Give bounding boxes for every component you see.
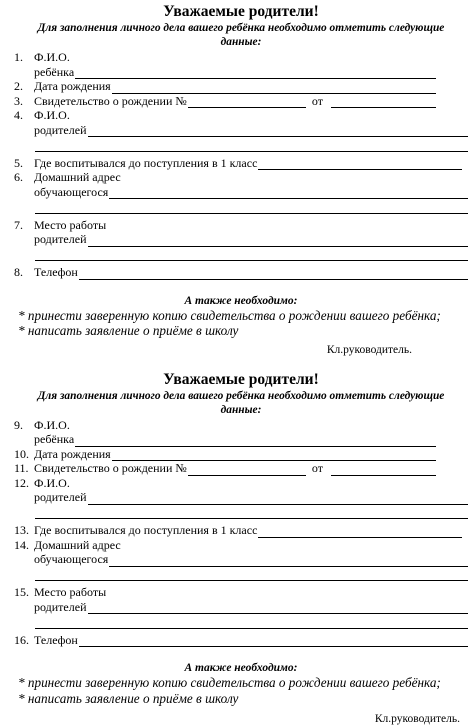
form-fields <box>14 418 468 648</box>
field-parents-name <box>14 108 468 123</box>
previous-place-blank[interactable] <box>258 526 462 538</box>
field-previous-place <box>14 523 468 538</box>
field-label: Где воспитывался до поступления в 1 класс <box>34 156 257 171</box>
field-phone <box>14 633 468 648</box>
field-label: Ф.И.О. <box>34 418 70 433</box>
item-number: 16. <box>14 633 34 648</box>
signature: Кл.руководитель. <box>14 712 468 726</box>
field-label: Место работы <box>34 218 106 233</box>
field-parents-name-extra <box>14 505 468 520</box>
item-number: 3. <box>14 94 34 109</box>
note-certificate-copy: * принести заверенную копию свидетельства о рождении вашего ребёнка; <box>14 308 468 324</box>
item-number: 9. <box>14 418 34 433</box>
field-label: Дата рождения <box>34 447 111 462</box>
item-number: 11. <box>14 461 34 476</box>
field-label-from: от <box>312 461 323 476</box>
parents-name-blank[interactable] <box>88 125 469 137</box>
form-title: Уважаемые родители! <box>14 3 468 21</box>
field-child-name <box>14 50 468 65</box>
item-number: 7. <box>14 218 34 233</box>
field-label: Ф.И.О. <box>34 50 70 65</box>
field-home-address-extra <box>14 567 468 582</box>
child-name-blank[interactable] <box>75 67 436 79</box>
home-address-blank[interactable] <box>109 555 468 567</box>
field-label: обучающегося <box>34 185 108 200</box>
form-subtitle: Для заполнения личного дела вашего ребёнка необходимо отметить следующие данные: <box>14 389 468 417</box>
home-address-blank-2[interactable] <box>35 202 468 214</box>
work-place-blank-2[interactable] <box>35 249 468 261</box>
note-certificate-copy: * принести заверенную копию свидетельства о рождении вашего ребёнка; <box>14 675 468 691</box>
form-fields <box>14 50 468 280</box>
field-label: обучающегося <box>34 552 108 567</box>
also-required-title: А также необходимо: <box>14 661 468 675</box>
field-phone <box>14 265 468 280</box>
parents-name-blank[interactable] <box>88 493 469 505</box>
also-required-title: А также необходимо: <box>14 294 468 308</box>
item-number: 1. <box>14 50 34 65</box>
field-birth-date <box>14 447 468 462</box>
item-number: 12. <box>14 476 34 491</box>
field-previous-place <box>14 156 468 171</box>
field-birth-certificate <box>14 461 468 476</box>
field-label: Место работы <box>34 585 106 600</box>
birth-date-blank[interactable] <box>112 449 436 461</box>
note-application: * написать заявление о приёме в школу <box>14 323 468 339</box>
home-address-blank-2[interactable] <box>35 569 468 581</box>
field-parents-name-extra <box>14 137 468 152</box>
field-work-place-extra <box>14 614 468 629</box>
field-birth-certificate <box>14 94 468 109</box>
field-work-place-line <box>14 600 468 615</box>
parents-name-blank-2[interactable] <box>35 140 468 152</box>
item-number: 13. <box>14 523 34 538</box>
field-parents-name <box>14 476 468 491</box>
field-work-place <box>14 585 468 600</box>
field-label: Дата рождения <box>34 79 111 94</box>
field-label: Где воспитывался до поступления в 1 класс <box>34 523 257 538</box>
field-label: Ф.И.О. <box>34 476 70 491</box>
note-application: * написать заявление о приёме в школу <box>14 691 468 707</box>
form-subtitle: Для заполнения личного дела вашего ребёнка необходимо отметить следующие данные: <box>14 21 468 49</box>
phone-blank[interactable] <box>79 635 468 647</box>
signature: Кл.руководитель. <box>14 343 468 357</box>
certificate-number-blank[interactable] <box>188 464 306 476</box>
field-label: родителей <box>34 490 87 505</box>
field-label: Домашний адрес <box>34 538 121 553</box>
item-number: 6. <box>14 170 34 185</box>
field-work-place <box>14 218 468 233</box>
work-place-blank[interactable] <box>88 602 469 614</box>
field-child-name-line <box>14 65 468 80</box>
field-child-name-line <box>14 432 468 447</box>
child-name-blank[interactable] <box>75 435 436 447</box>
field-home-address-line <box>14 185 468 200</box>
item-number: 8. <box>14 265 34 280</box>
field-label: Ф.И.О. <box>34 108 70 123</box>
home-address-blank[interactable] <box>109 187 468 199</box>
field-work-place-extra <box>14 247 468 262</box>
item-number: 14. <box>14 538 34 553</box>
item-number: 15. <box>14 585 34 600</box>
field-label: Телефон <box>34 633 78 648</box>
field-work-place-line <box>14 232 468 247</box>
field-home-address <box>14 538 468 553</box>
field-child-name <box>14 418 468 433</box>
field-label: Домашний адрес <box>34 170 121 185</box>
field-label: родителей <box>34 600 87 615</box>
parents-name-blank-2[interactable] <box>35 507 468 519</box>
form-title: Уважаемые родители! <box>14 371 468 389</box>
field-label: ребёнка <box>34 65 74 80</box>
item-number: 10. <box>14 447 34 462</box>
field-parents-name-line <box>14 123 468 138</box>
field-home-address-line <box>14 552 468 567</box>
field-label-from: от <box>312 94 323 109</box>
field-birth-date <box>14 79 468 94</box>
work-place-blank[interactable] <box>88 235 469 247</box>
item-number: 2. <box>14 79 34 94</box>
form-section-2 <box>14 357 468 726</box>
field-label: Свидетельство о рождении № <box>34 94 187 109</box>
certificate-date-blank[interactable] <box>331 464 436 476</box>
certificate-date-blank[interactable] <box>331 96 436 108</box>
field-label: родителей <box>34 123 87 138</box>
field-label: Свидетельство о рождении № <box>34 461 187 476</box>
item-number: 5. <box>14 156 34 171</box>
field-label: ребёнка <box>34 432 74 447</box>
form-section-1 <box>14 0 468 357</box>
previous-place-blank[interactable] <box>258 158 462 170</box>
phone-blank[interactable] <box>79 268 468 280</box>
item-number: 4. <box>14 108 34 123</box>
field-label: Телефон <box>34 265 78 280</box>
field-home-address <box>14 170 468 185</box>
field-parents-name-line <box>14 490 468 505</box>
birth-date-blank[interactable] <box>112 82 436 94</box>
work-place-blank-2[interactable] <box>35 617 468 629</box>
certificate-number-blank[interactable] <box>188 96 306 108</box>
field-label: родителей <box>34 232 87 247</box>
field-home-address-extra <box>14 199 468 214</box>
